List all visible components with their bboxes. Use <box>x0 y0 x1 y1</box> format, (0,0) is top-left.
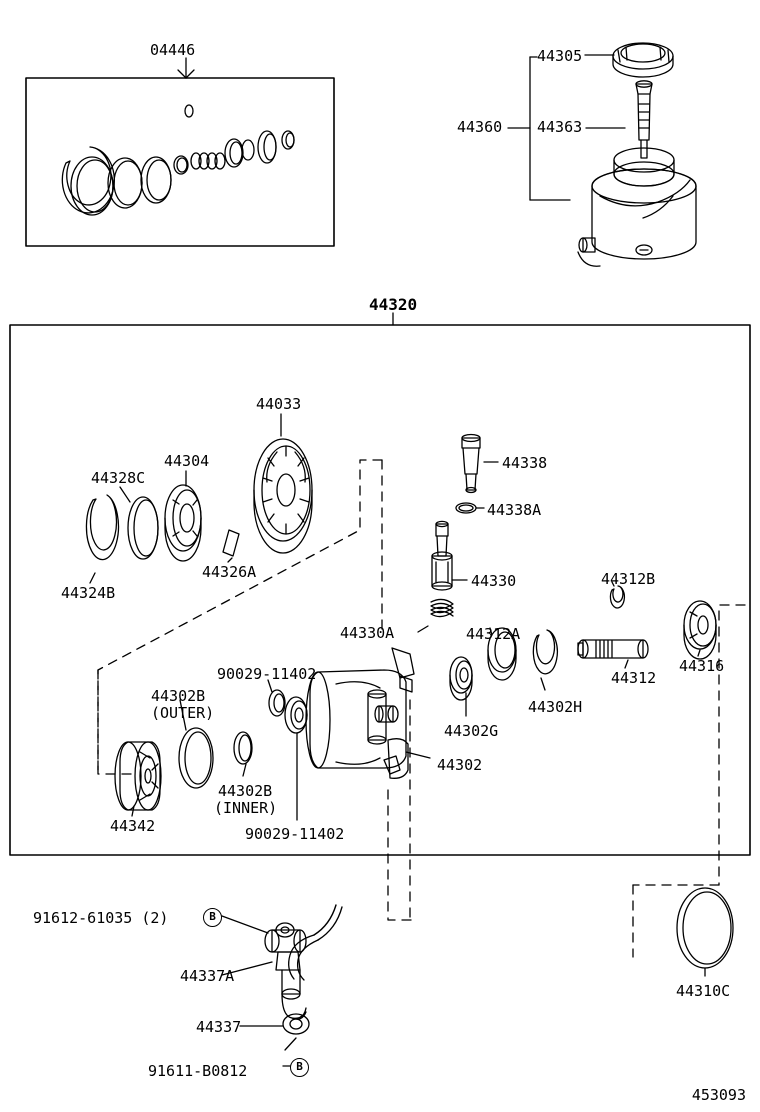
label-91612-61035: 91612-61035 (2) <box>33 909 169 927</box>
label-44326A: 44326A <box>202 563 257 581</box>
label-90029-11402-lower: 90029-11402 <box>245 825 345 843</box>
label-90029-11402-upper: 90029-11402 <box>217 665 317 683</box>
label-44302G: 44302G <box>444 722 499 740</box>
bolt-marker-b-upper: B <box>203 908 222 927</box>
label-44305: 44305 <box>537 47 583 65</box>
label-44338: 44338 <box>502 454 548 472</box>
label-44302H: 44302H <box>528 698 583 716</box>
label-44302B-inner-note: (INNER) <box>214 799 278 817</box>
label-44338A: 44338A <box>487 501 542 519</box>
label-44342: 44342 <box>110 817 156 835</box>
label-44310C: 44310C <box>676 982 731 1000</box>
bolt-marker-b-lower: B <box>290 1058 309 1077</box>
label-44312B: 44312B <box>601 570 656 588</box>
label-44302: 44302 <box>437 756 483 774</box>
label-04446: 04446 <box>150 41 196 59</box>
label-44337: 44337 <box>196 1018 242 1036</box>
label-44304: 44304 <box>164 452 210 470</box>
label-44033: 44033 <box>256 395 302 413</box>
label-44302B-outer: 44302B <box>151 687 206 705</box>
label-44360: 44360 <box>457 118 503 136</box>
label-44330A: 44330A <box>340 624 395 642</box>
label-91611-B0812: 91611-B0812 <box>148 1062 248 1080</box>
diagram-sheet-id: 453093 <box>691 1086 746 1104</box>
label-44330: 44330 <box>471 572 517 590</box>
label-44363: 44363 <box>537 118 583 136</box>
label-44316: 44316 <box>679 657 725 675</box>
label-44302B-inner: 44302B <box>218 782 273 800</box>
label-44302B-outer-note: (OUTER) <box>151 704 215 722</box>
label-44320: 44320 <box>369 295 418 314</box>
label-44312A: 44312A <box>466 625 521 643</box>
label-44324B: 44324B <box>61 584 116 602</box>
label-44337A: 44337A <box>180 967 235 985</box>
label-44312: 44312 <box>611 669 657 687</box>
label-44328C: 44328C <box>91 469 146 487</box>
